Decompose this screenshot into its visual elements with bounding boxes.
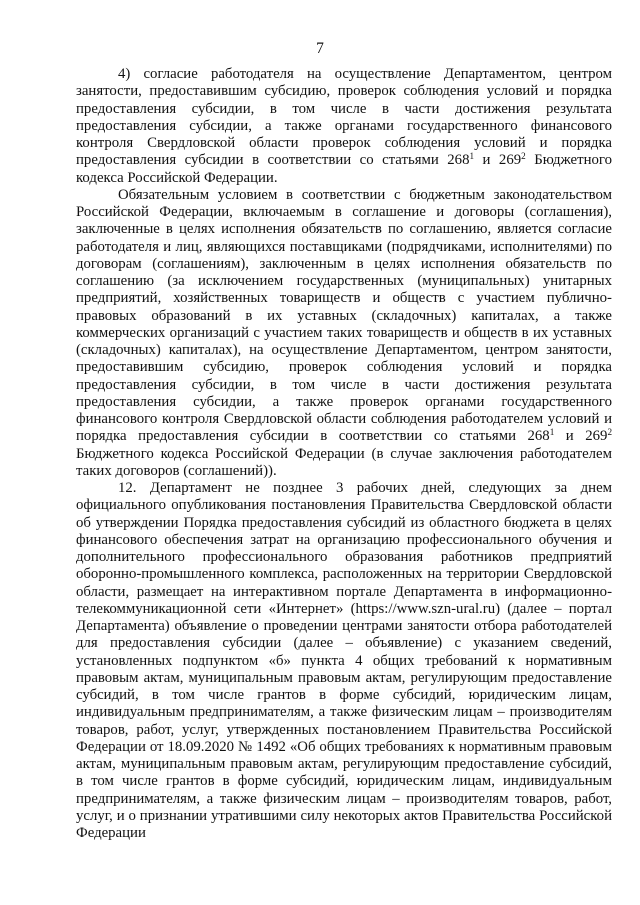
paragraph-text: Бюджетного кодекса Российской Федерации (в случае заключения работодателем таких договоров (соглашений)). [76,445,612,479]
paragraph-text: Бюджетного кодекса Российской Федерации. [76,152,613,186]
superscript: 1 [469,151,475,162]
superscript: 2 [521,151,526,162]
document-body [76,66,612,842]
superscript: 2 [607,427,613,438]
paragraph-text: и 269 [474,152,522,169]
paragraph-text: и 269 [554,428,608,445]
paragraph-text: 4) согласие работодателя на осуществление Департаментом, центром занятости, предоставившим субсидию, проверок соблюдения условий и порядка предоставления субсидии, в том числе в части достижения результата предоставления субсидии, а также органами государственного финансового контроля Свердловской области проверок соблюдения условий и порядка предоставления субсидии в соответствии со статьями 268 [76,66,612,169]
paragraph-item-12: 12. Департамент не позднее 3 рабочих дней, следующих за днем официального опубликования постановления Правительства Свердловской области об утверждении Порядка предоставления субсидий из областного бюджета в целях финансового обеспечения затрат на организацию профессионального обучения и дополнительного профессионального образования работников предприятий оборонно-промышленного комплекса, расположенных на территории Свердловской области, размещает на интерактивном портале Департамента в информационно-телекоммуникационной сети «Интернет» (https://www.szn-ural.ru) (далее – портал Департамента) объявление о проведении центрами занятости отбора работодателей для предоставления субсидии (далее – объявление) с указанием сведений, установленных подпунктом «б» пункта 4 общих требований к нормативным правовым актам, муниципальным правовым актам, регулирующим предоставление субсидий, в том числе грантов в форме субсидий, юридическим лицам, индивидуальным предпринимателям, а также физическим лицам – производителям товаров, работ, услуг, утвержденных постановлением Правительства Российской Федерации от 18.09.2020 № 1492 «Об общих требованиях к нормативным правовым актам, муниципальным правовым актам, регулирующим предоставление субсидий, в том числе грантов в форме субсидий, юридическим лицам, индивидуальным предпринимателям, а также физическим лицам – производителям товаров, работ, услуг, и о признании утратившими силу некоторых актов Правительства Российской Федерации [76,480,612,841]
paragraph-text: Обязательным условием в соответствии с бюджетным законодательством Российской Федерации, включаемым в соглашение и договоры (соглашения), заключенные в целях исполнения обязательств по соглашению, является согласие работодателя и лиц, являющихся поставщиками (подрядчиками, исполнителями) по договорам (соглашениям), заключенным в целях исполнения обязательств по соглашению (за исключением государственных (муниципальных) унитарных предприятий, хозяйственных товариществ и обществ с участием публично-правовых образований в их уставных (складочных) капиталах, а также коммерческих организаций с участием таких товариществ и обществ в их уставных (складочных) капиталах), на осуществление Департаментом, центром занятости, предоставившим субсидию, проверок соблюдения условий и порядка предоставления субсидии, в том числе в части достижения результата предоставления субсидии, а также проверок органами государственного финансового контроля Свердловской области соблюдения работодателем условий и порядка предоставления субсидии в соответствии со статьями 268 [76,186,612,445]
paragraph-consent-clause [76,66,612,187]
page-number: 7 [316,40,324,57]
superscript: 1 [549,427,555,438]
paragraph-mandatory-condition [76,187,612,480]
